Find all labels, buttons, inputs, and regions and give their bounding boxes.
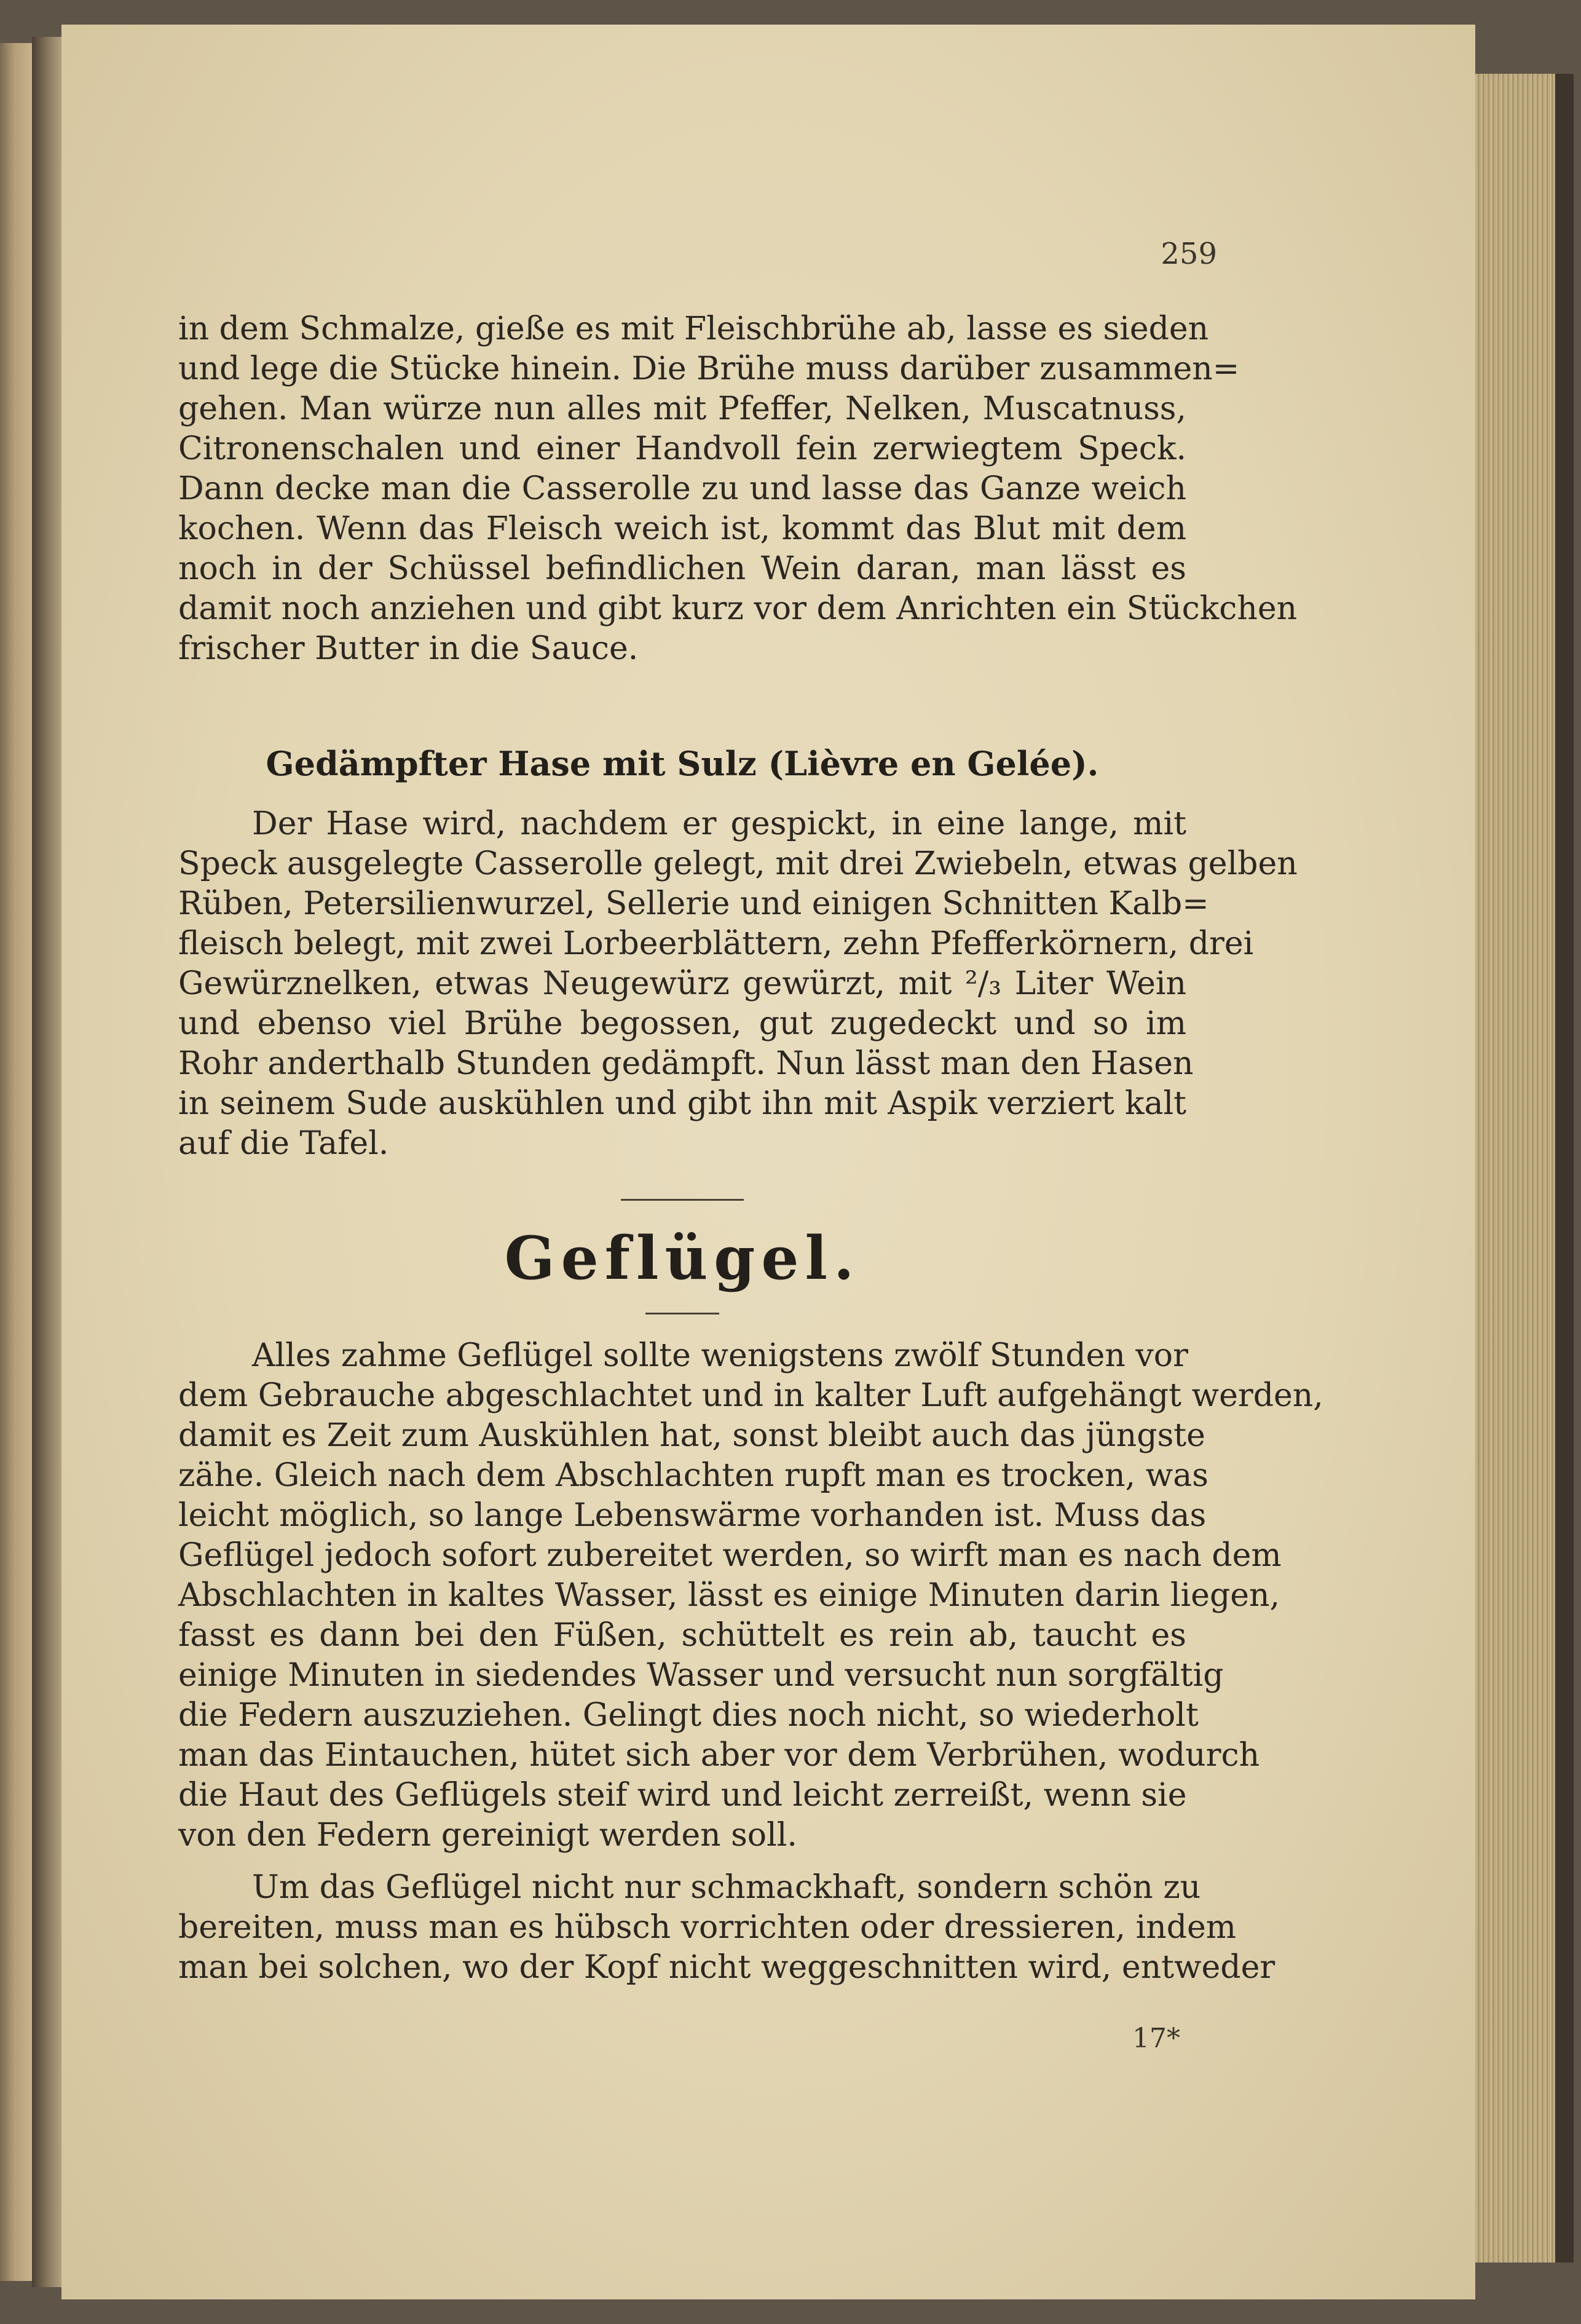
text-line: kochen. Wenn das Fleisch weich ist, kommt das Blut mit dem (178, 510, 1186, 547)
text-line: und ebenso viel Brühe begossen, gut zugedeckt und so im (178, 1005, 1186, 1042)
signature-mark: 17* (1132, 2023, 1180, 2054)
text-line: Alles zahme Geflügel sollte wenigstens zwölf Stunden vor (252, 1337, 1188, 1374)
text-line: Citronenschalen und einer Handvoll fein zerwiegtem Speck. (178, 430, 1186, 467)
section-title: Geflügel. (504, 1223, 861, 1293)
text-line: Abschlachten in kaltes Wasser, lässt es einige Minuten darin liegen, (178, 1577, 1280, 1614)
text-line: Rüben, Petersilienwurzel, Sellerie und einigen Schnitten Kalb= (178, 885, 1209, 922)
text-line: man das Eintauchen, hütet sich aber vor dem Verbrühen, wodurch (178, 1737, 1260, 1774)
text-line: damit noch anziehen und gibt kurz vor dem Anrichten ein Stückchen (178, 590, 1298, 627)
text-line: Gewürznelken, etwas Neugewürz gewürzt, mit ²/₃ Liter Wein (178, 965, 1186, 1002)
text-line: man bei solchen, wo der Kopf nicht weggeschnitten wird, entweder (178, 1949, 1275, 1986)
text-line: noch in der Schüssel befindlichen Wein daran, man lässt es (178, 550, 1186, 587)
section-rule-top (621, 1199, 744, 1201)
section-rule-bottom (645, 1313, 719, 1314)
text-line: zähe. Gleich nach dem Abschlachten rupft man es trocken, was (178, 1457, 1208, 1494)
text-line: Speck ausgelegte Casserolle gelegt, mit drei Zwiebeln, etwas gelben (178, 845, 1298, 882)
text-line: frischer Butter in die Sauce. (178, 630, 639, 667)
text-line: leicht möglich, so lange Lebenswärme vorhanden ist. Muss das (178, 1497, 1207, 1534)
recipe-title: Gedämpfter Hase mit Sulz (Lièvre en Gelée). (266, 744, 1099, 783)
text-line: bereiten, muss man es hübsch vorrichten oder dressieren, indem (178, 1909, 1237, 1946)
text-line: die Haut des Geflügels steif wird und leicht zerreißt, wenn sie (178, 1777, 1187, 1814)
text-line: von den Federn gereinigt werden soll. (178, 1817, 797, 1854)
left-page-edge (0, 43, 37, 2281)
page-edges (1475, 74, 1574, 2263)
text-line: Geflügel jedoch sofort zubereitet werden, so wirft man es nach dem (178, 1537, 1282, 1574)
text-line: in dem Schmalze, gieße es mit Fleischbrühe ab, lasse es sieden (178, 310, 1209, 347)
text-line: und lege die Stücke hinein. Die Brühe muss darüber zusammen= (178, 350, 1240, 387)
text-line: Der Hase wird, nachdem er gespickt, in eine lange, mit (252, 805, 1186, 842)
text-line: damit es Zeit zum Auskühlen hat, sonst bleibt auch das jüngste (178, 1417, 1205, 1454)
text-line: Um das Geflügel nicht nur schmackhaft, sondern schön zu (252, 1869, 1201, 1906)
text-line: fasst es dann bei den Füßen, schüttelt es rein ab, taucht es (178, 1617, 1186, 1654)
text-line: auf die Tafel. (178, 1125, 389, 1162)
text-line: Rohr anderthalb Stunden gedämpft. Nun lässt man den Hasen (178, 1045, 1194, 1082)
text-line: fleisch belegt, mit zwei Lorbeerblättern, zehn Pfefferkörnern, drei (178, 925, 1254, 962)
text-line: Dann decke man die Casserolle zu und lasse das Ganze weich (178, 470, 1186, 507)
text-line: in seinem Sude auskühlen und gibt ihn mit Aspik verziert kalt (178, 1085, 1186, 1122)
text-line: gehen. Man würze nun alles mit Pfeffer, Nelken, Muscatnuss, (178, 390, 1186, 427)
text-line: die Federn auszuziehen. Gelingt dies noch nicht, so wiederholt (178, 1697, 1199, 1734)
page-number: 259 (1161, 237, 1217, 271)
text-line: dem Gebrauche abgeschlachtet und in kalter Luft aufgehängt werden, (178, 1377, 1323, 1414)
text-line: einige Minuten in siedendes Wasser und versucht nun sorgfältig (178, 1657, 1224, 1694)
